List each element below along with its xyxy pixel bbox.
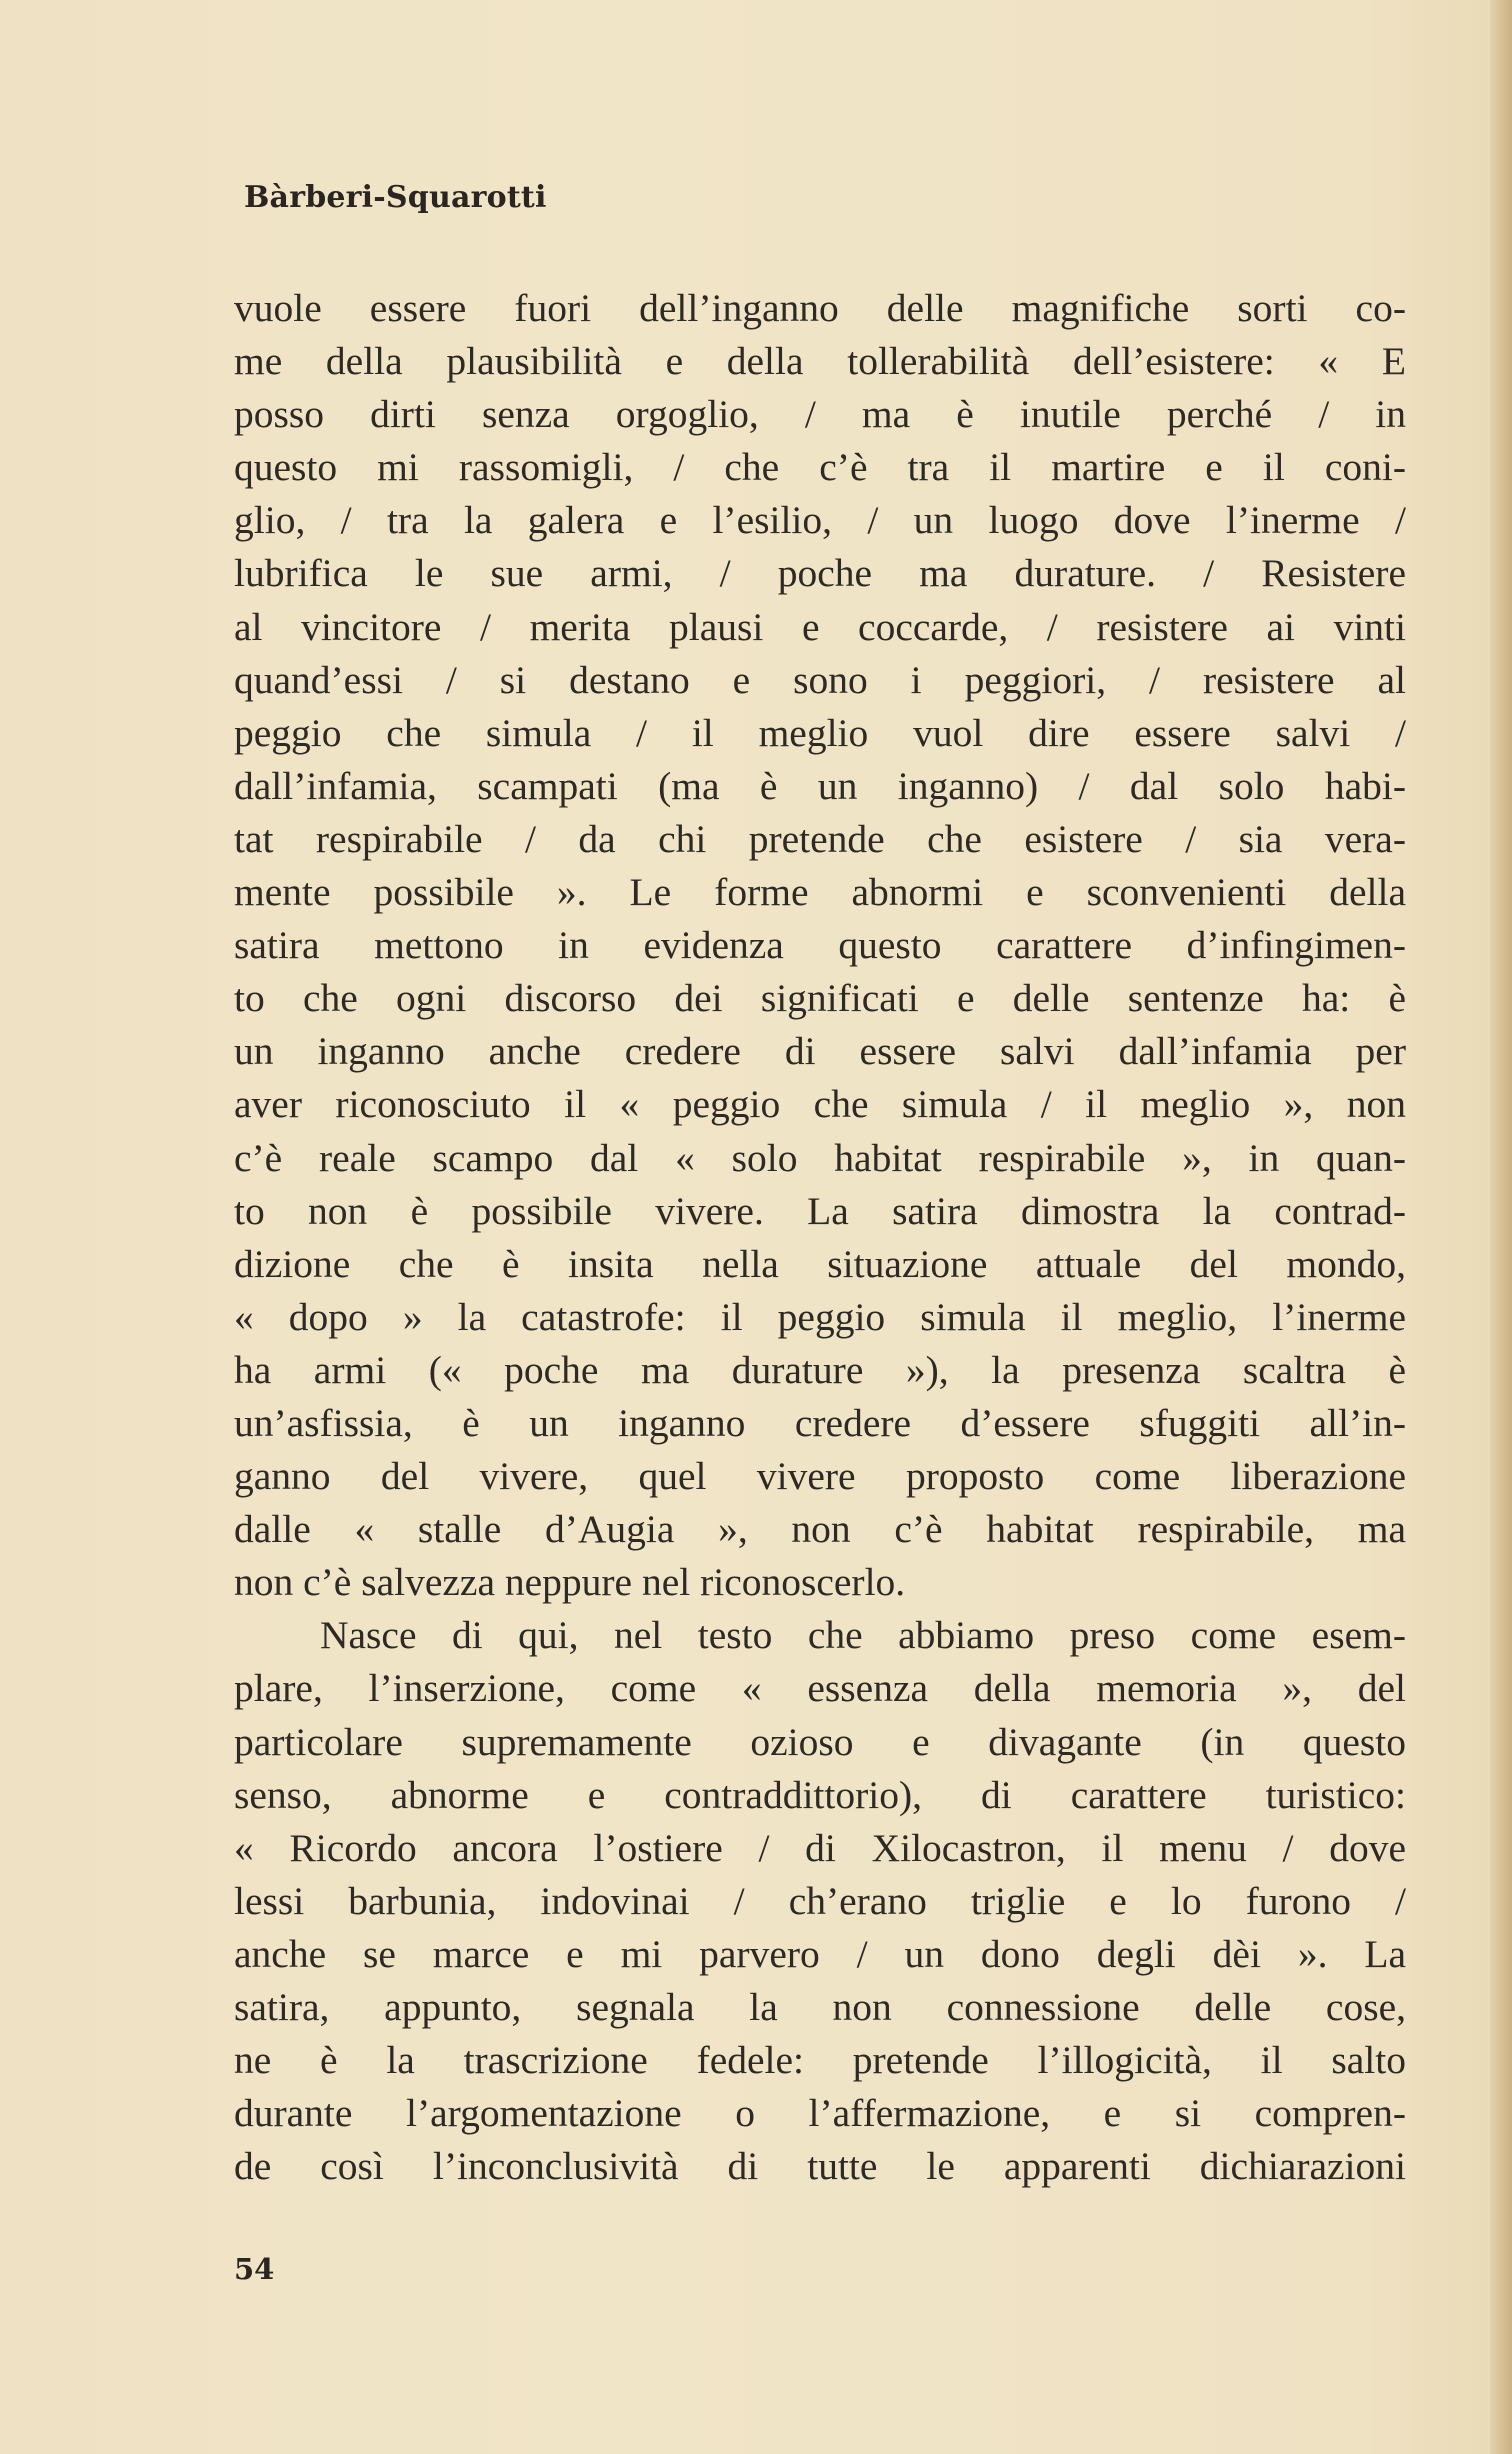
- text-line: senso, abnorme e contraddittorio), di carattere turistico:: [234, 1772, 1406, 1817]
- text-line: glio, / tra la galera e l’esilio, / un luogo dove l’inerme /: [234, 498, 1406, 543]
- text-line: dall’infamia, scampati (ma è un inganno) / dal solo habi-: [234, 763, 1406, 808]
- text-line: posso dirti senza orgoglio, / ma è inutile perché / in: [234, 392, 1406, 437]
- text-line: questo mi rassomigli, / che c’è tra il martire e il coni-: [234, 445, 1406, 490]
- body-text: [234, 282, 1406, 2193]
- text-line: dalle « stalle d’Augia », non c’è habitat respirabile, ma: [234, 1507, 1406, 1552]
- running-head: Bàrberi-Squarotti: [244, 180, 547, 215]
- text-line: c’è reale scampo dal « solo habitat respirabile », in quan-: [234, 1135, 1406, 1180]
- text-line: me della plausibilità e della tollerabilità dell’esistere: « E: [234, 339, 1406, 384]
- text-line: quand’essi / si destano e sono i peggiori, / resistere al: [234, 657, 1406, 702]
- text-line: to che ogni discorso dei significati e delle sentenze ha: è: [234, 976, 1406, 1021]
- text-line: vuole essere fuori dell’inganno delle magnifiche sorti co-: [234, 286, 1406, 330]
- text-line: tat respirabile / da chi pretende che esistere / sia vera-: [234, 816, 1406, 861]
- text-line: anche se marce e mi parvero / un dono degli dèi ». La: [234, 1931, 1406, 1976]
- text-line: ha armi (« poche ma durature »), la presenza scaltra è: [234, 1347, 1406, 1392]
- page-edge: [1490, 0, 1512, 2454]
- text-line: satira mettono in evidenza questo carattere d’infingimen-: [234, 923, 1406, 968]
- text-line: durante l’argomentazione o l’affermazione, e si compren-: [234, 2091, 1406, 2136]
- text-line: aver riconosciuto il « peggio che simula / il meglio », non: [234, 1082, 1406, 1127]
- text-line: ganno del vivere, quel vivere proposto come liberazione: [234, 1454, 1406, 1499]
- text-line: al vincitore / merita plausi e coccarde, / resistere ai vinti: [234, 604, 1406, 649]
- text-line: Nasce di qui, nel testo che abbiamo preso come esem-: [320, 1613, 1406, 1658]
- text-line: peggio che simula / il meglio vuol dire essere salvi /: [234, 710, 1406, 755]
- text-line: « Ricordo ancora l’ostiere / di Xilocastron, il menu / dove: [234, 1825, 1406, 1870]
- paragraph-2: [234, 1609, 1406, 2193]
- text-line: mente possibile ». Le forme abnormi e sconvenienti della: [234, 870, 1406, 915]
- text-line: non c’è salvezza neppure nel riconoscerlo.: [234, 1560, 906, 1605]
- text-line: satira, appunto, segnala la non connessione delle cose,: [234, 1985, 1406, 2029]
- paragraph-1: [234, 282, 1406, 1609]
- text-line: « dopo » la catastrofe: il peggio simula il meglio, l’inerme: [234, 1294, 1406, 1339]
- text-line: dizione che è insita nella situazione attuale del mondo,: [234, 1241, 1406, 1286]
- text-line: lessi barbunia, indovinai / ch’erano triglie e lo furono /: [234, 1878, 1406, 1923]
- text-line: to non è possibile vivere. La satira dimostra la contrad-: [234, 1188, 1406, 1233]
- text-line: de così l’inconclusività di tutte le apparenti dichiarazioni: [234, 2144, 1406, 2189]
- text-line: ne è la trascrizione fedele: pretende l’illogicità, il salto: [234, 2038, 1406, 2083]
- text-line: lubrifica le sue armi, / poche ma durature. / Resistere: [234, 551, 1406, 596]
- page-number: 54: [234, 2252, 275, 2286]
- text-line: un’asfissia, è un inganno credere d’essere sfuggiti all’in-: [234, 1400, 1406, 1445]
- text-line: particolare supremamente ozioso e divagante (in questo: [234, 1719, 1406, 1764]
- text-line: plare, l’inserzione, come « essenza della memoria », del: [234, 1666, 1406, 1711]
- text-line: un inganno anche credere di essere salvi dall’infamia per: [234, 1029, 1406, 1074]
